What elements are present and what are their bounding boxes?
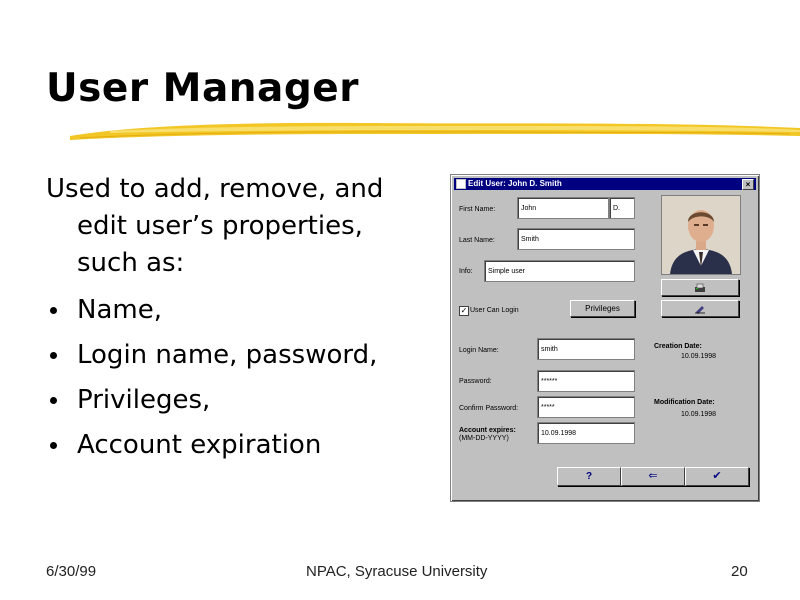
intro-line-3: such as: — [77, 248, 185, 278]
intro-line-2: edit user’s properties, — [77, 211, 363, 241]
bullet-item: Name, — [46, 288, 377, 333]
first-name-label: First Name: — [459, 206, 496, 213]
creation-date-value: 10.09.1998 — [681, 353, 717, 360]
scanner-icon — [694, 283, 706, 293]
title-underline-brushstroke — [70, 114, 800, 144]
dialog-title: Edit User: John D. Smith — [468, 179, 562, 188]
modification-date-value: 10.09.1998 — [681, 411, 717, 418]
account-expires-format: (MM-DD-YYYY) — [459, 435, 509, 442]
bullet-dot-icon — [50, 397, 57, 404]
bullet-dot-icon — [50, 307, 57, 314]
confirm-password-label: Confirm Password: — [459, 405, 519, 412]
can-login-label: User Can Login — [470, 307, 519, 314]
checkmark-icon: ✔ — [712, 470, 722, 482]
dialog-title-bar[interactable] — [454, 178, 756, 190]
cancel-button[interactable] — [621, 467, 685, 486]
account-expires-input[interactable]: 10.09.1998 — [537, 422, 635, 444]
confirm-password-input[interactable]: ***** — [537, 396, 635, 418]
account-expires-label: Account expires: — [459, 427, 516, 434]
intro-line-1: Used to add, remove, and — [46, 174, 384, 204]
user-photo-image — [662, 196, 740, 274]
middle-initial-input[interactable]: D. — [609, 197, 635, 219]
privileges-button[interactable]: Privileges — [570, 300, 635, 317]
ok-button[interactable] — [685, 467, 749, 486]
footer-organization: NPAC, Syracuse University — [306, 563, 488, 580]
close-button[interactable]: × — [742, 179, 754, 190]
info-label: Info: — [459, 268, 473, 275]
bullet-item: Account expiration — [46, 423, 377, 468]
edit-user-dialog — [450, 174, 760, 502]
footer-date: 6/30/99 — [46, 563, 97, 580]
remove-photo-button[interactable] — [661, 300, 739, 317]
can-login-checkbox[interactable]: ✓ — [460, 306, 468, 315]
info-input[interactable]: Simple user — [484, 260, 635, 282]
login-name-input[interactable]: smith — [537, 338, 635, 360]
bullet-dot-icon — [50, 442, 57, 449]
modification-date-label: Modification Date: — [654, 399, 715, 406]
bullet-item: Privileges, — [46, 378, 377, 423]
slide-title: User Manager — [46, 66, 359, 111]
password-input[interactable]: ****** — [537, 370, 635, 392]
last-name-input[interactable]: Smith — [517, 228, 635, 250]
creation-date-label: Creation Date: — [654, 343, 702, 350]
user-photo — [661, 195, 741, 275]
help-icon: ? — [585, 471, 593, 482]
login-name-label: Login Name: — [459, 347, 499, 354]
bullet-dot-icon — [50, 352, 57, 359]
page-number: 20 — [731, 563, 748, 580]
change-photo-button[interactable] — [661, 279, 739, 296]
password-label: Password: — [459, 378, 492, 385]
window-app-icon — [456, 179, 466, 189]
eraser-icon — [694, 304, 706, 314]
intro-paragraph — [46, 171, 426, 282]
bullet-item: Login name, password, — [46, 333, 377, 378]
bullet-list — [46, 288, 377, 468]
first-name-input[interactable]: John — [517, 197, 609, 219]
last-name-label: Last Name: — [459, 237, 495, 244]
help-button[interactable] — [557, 467, 621, 486]
exit-door-icon: ⇐ — [648, 470, 658, 482]
